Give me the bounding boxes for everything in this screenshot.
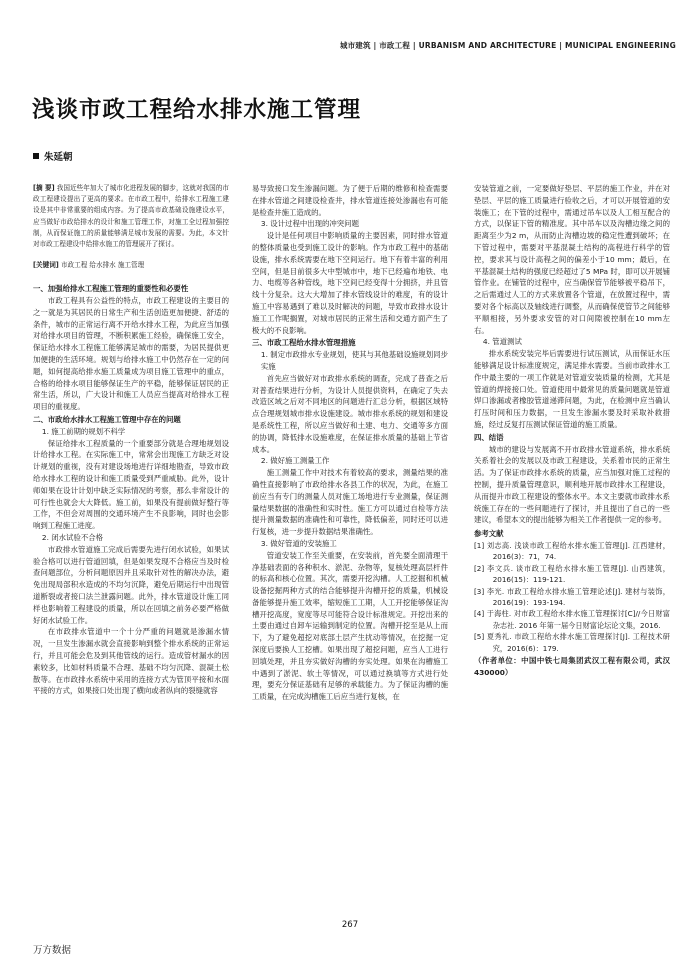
abstract-text: 我国近些年加大了城市化进程发展的脚步，这就对我国的市政工程建设提出了更高的要求。在市政工程中，给排水工程施工建设是其中非常重要的组成内容。为了提高市政基础设施建设水平，应当做好市政给排水的设计和施工管理工作，对施工全过程加强控制，从而保证施工的质量能够满足城市发展的需要。为此，本文针对市政工程建设中给排水施工的管理展开了探讨。 [33, 184, 229, 249]
body-paragraph: 市政工程具有公益性的特点，市政工程建设的主要目的之一就是为其居民的日常生产和生活创造更加便捷、舒适的条件，城市的正常运行离不开给水排水工程，为此应当加强对给排水项目的管理，不断积累施工经验，确保施工安全，保证给水排水工程施工能够满足城市的需要，为居民提供更加便捷的生活环境。规划与给排水施工中仍然存在一定的问题，如何提高给排水施工质量成为项目施工管理中的重点，合格的给排水项目能够保证生产的平稳，能够保证居民的正常生活，所以，广大设计和施工人员应当提高对给排水工程项目的重视度。 [33, 296, 229, 412]
section-heading: 四、结语 [474, 432, 504, 442]
abstract-label: [摘 要] [33, 184, 55, 192]
subsection-heading: 1. 制定市政排水专业规划，使其与其他基础设施规划同步实施 [260, 350, 448, 371]
column-1-body [33, 283, 229, 697]
references-heading: 参考文献 [474, 529, 504, 539]
keywords [33, 260, 229, 271]
references-list [474, 540, 670, 654]
column-3-body [474, 183, 670, 526]
body-paragraph: 安装管道之前，一定要做好垫层、平层的施工作业，并在对垫层、平层的施工质量进行验收之后，才可以开展管道的安装施工；在下管的过程中，需通过吊车以及人工相互配合的方式，以保证下管的精准度。其中吊车以及沟槽边缘之间的距离至少为2 m，从而防止沟槽边坡的稳定性遭到破坏；在下管过程中，需要对平基混凝土结构的高程进行科学的管控，要求其与设计高程之间的偏差小于10 mm；最后，在平基混凝土结构的强度已经超过了5 MPa 时，即可以开展铺管作业。在铺管的过程中，应当确保管节能够被平稳吊下，之后需通过人工的方式来放置各个管道，在放置过程中，需要对各个标高以及轴线进行调整，从而确保使管节之间能够平顺相接，另外要求安管的对口间隙被控制在10 mm左右。 [474, 184, 670, 335]
square-bullet-icon [33, 153, 39, 159]
reference-item: [1] 刘志高. 浅谈市政工程给水排水施工管理[J]. 江西建材，2016(3)：71，74. [474, 540, 670, 562]
column-1 [33, 183, 229, 697]
body-paragraph: 在市政排水管道中一个十分严重的问题就是渗漏水情况，一旦发生渗漏水就会直接影响到整个排水系统的正常运行，并且可能会危及到其他管线的运行。造成管材漏水的因素较多，比如材料质量不合理、基础不均匀沉降、混凝土松散等。在市政排水系统中采用的连接方式为管顶平接和水面平接的方式，如果接口处出现了横向或者纵向的裂缝就容 [33, 627, 229, 696]
author-affiliation: （作者单位：中国中铁七局集团武汉工程有限公司，武汉 430000） [474, 655, 670, 677]
body-paragraph: 保证给排水工程质量的一个重要部分就是合理地规划设计给排水工程。在实际施工中，常常会出现施工方缺乏对设计规划的重视，没有对建设场地进行详细地勘查，导致市政给水排水工程的设计和施工质量受到严重威胁。此外，设计师如果在设计计划中缺乏实际情况的考察，那么非常设计的可行性也就会大大降低。施工前，如果没有提前做好整行等工作，不但会对周围的交通环境产生不良影响，同时也会影响到工程施工进度。 [33, 438, 229, 531]
reference-item: [5] 夏秀礼. 市政工程给水排水施工管理探讨[J]. 工程技术研究，2016(6)：179. [474, 632, 670, 653]
body-paragraph: 城市的建设与发展离不开市政排水管道系统，排水系统关系着社会的发展以及市政工程建设，关系着市民的正常生活。为了保证市政排水系统的质量，应当加强对施工过程的控制，提升质量管理意识，顺利地开展市政排水工程建设，从而提升市政工程建设的整体水平。本文主要就市政排水系统施工存在的一些问题进行了探讨，并且提出了自己的一些建议，希望本文的提出能够为相关工作者提供一定的参考。 [474, 444, 670, 525]
running-header: 城市建筑 | 市政工程 | URBANISM AND ARCHITECTURE | MUNICIPAL ENGINEERING [339, 41, 676, 50]
page-number: 267 [341, 920, 359, 930]
section-heading: 二、市政给水排水工程施工管理中存在的问题 [33, 414, 181, 424]
body-paragraph: 首先应当做好对市政排水系统的调查，完成了普查之后对普查结果进行分析，为设计人员提供资料，在确定了失去改造区域之后对不同地区的问题进行汇总分析，根据区域特点合理规划城市排水设施建设。城市排水系统的规划和建设是系统性工程，所以应当做好和土建、电力、交通等多方面的协调，降低排水设施难度，在保证排水质量的基础上节省成本。 [252, 373, 448, 454]
subsection-heading: 1. 施工前期的规划不科学 [41, 426, 126, 436]
column-3 [474, 183, 670, 679]
body-paragraph: 设计是任何项目中影响质量的主要因素，同时排水管道的整体质量也受到施工设计的影响。作为市政工程中的基础设施，排水系统需要在地下空间运行。地下有着丰富的利用空间，但是目前很多大中型城市中，地下已经遍布地铁、电力、电缆等各种管线，地下空间已经变得十分拥挤，并且管线十分复杂。这大大增加了排水管线设计的难度，有的设计施工中容易遇到了难以及时解决的问题，导致市政排水设计施工工作呢搁置，对城市居民的正常生活和交通方面产生了极大的不良影响。 [252, 231, 448, 335]
subsection-heading: 2. 闭水试验不合格 [41, 532, 104, 542]
reference-item: [4] 于海柱. 对市政工程给水排水施工管理探讨[C]//今日财富杂志社. 2016 年第一届今日财富论坛论文集，2016. [474, 609, 670, 630]
subsection-heading: 3. 设计过程中出现的冲突问题 [260, 219, 359, 229]
reference-item: [3] 李光. 市政工程给水排水施工管理论述[J]. 建材与装饰，2016(19)：193-194. [474, 586, 670, 607]
keywords-label: [关键词] [33, 261, 59, 270]
column-2 [252, 183, 448, 703]
body-paragraph: 市政排水管道施工完成后需要先进行闭水试验，如果试验合格可以进行管道回填，但是如果发现不合格应当及时检查问题部位，分析问题原因并且采取针对性的解决办法，避免出现局部积水造成的不均匀沉降，避免后期运行中出现管道断裂或者接口法兰泄露问题。此外，排水管道设计施工同样也影响着工程建设的质量，所以在回填之前务必要严格做好闭水试验工作。 [33, 544, 229, 625]
article-title: 浅谈市政工程给水排水施工管理 [32, 97, 362, 123]
subsection-heading: 4. 管道测试 [482, 337, 522, 347]
column-2-body [252, 183, 448, 703]
body-paragraph: 排水系统安装完毕后需要进行试压测试，从而保证水压能够满足设计标准度规定，满足排水需要。当前市政排水工作中最主要的一项工作就是对管道安装质量的检测，尤其是管道的焊接接口处。管道使用中最常见的质量问题就是管道焊口渗漏或者橡胶管道递滞问题，为此，在检测中应当确认打压时间和压力数据，一旦发生渗漏水要及时采取补救措施，经过反复打压测试保证管道的施工质量。 [474, 349, 670, 429]
reference-item: [2] 李文兵. 谈市政工程给水排水施工管理[J]. 山西建筑，2016(15)：119-121. [474, 563, 670, 585]
section-heading: 三、市政工程给水排水管理措施 [252, 338, 356, 348]
body-paragraph: 管道安装工作至关重要，在安装前，首先要全面清理干净基础表面的各种积水、淤泥、杂物等，复核处理高层杆件的标高和核心位置。其次，需要开挖沟槽。人工挖掘和机械设备挖掘两种方式的结合能够提升沟槽开挖的质量，机械设备能够提升施工效率，缩短施工工期，人工开挖能够保证沟槽开挖高度，宽度等尽可能符合设计标准规定。开挖出来的土要由通过自卸车运输到制定的位置。沟槽开挖至是从上而下，为了避免超挖对底部土层产生扰动等情况，在挖掘一定深度后要换人工挖槽。如果出现了超挖问题，应当人工进行回填处理，并且夯实做好沟槽的夯实处理。如果在沟槽施工中遇到了淤泥、软土等情况，可以通过换填等方式进行处理，要充分保证基础有足够的承载能力。为了保证沟槽的施工质量，在完成沟槽施工后应当进行复核，在 [252, 550, 448, 702]
subsection-heading: 2. 做好施工测量工作 [260, 456, 330, 466]
body-paragraph: 易导致接口发生渗漏问题。为了便于后期的维修和检查需要在排水管道之间建设检查井，排水管道连接处渗漏也有可能是检查井施工造成的。 [252, 184, 448, 217]
author-name: 朱延朝 [44, 152, 73, 163]
body-paragraph: 施工测量工作中对技术有着较高的要求，测量结果的准确性直接影响了市政给排水各县工作的状况，为此，在施工前应当有专门的测量人员对施工场地进行专业测量，保证测量结果数据的准确性和实时性。施工方可以通过自检等方法提升测量数据的准确性和可靠性，降低偏差，同时还可以进行复核，进一步提升数据结果准确性。 [252, 468, 448, 537]
section-heading: 一、加强给排水工程施工管理的重要性和必要性 [33, 284, 189, 294]
watermark: 万方数据 [33, 945, 72, 956]
keywords-text: 市政工程 给水排水 施工管理 [60, 261, 145, 270]
author-line [33, 149, 73, 163]
subsection-heading: 3. 做好管道的安装施工 [260, 538, 337, 548]
abstract [33, 183, 229, 250]
